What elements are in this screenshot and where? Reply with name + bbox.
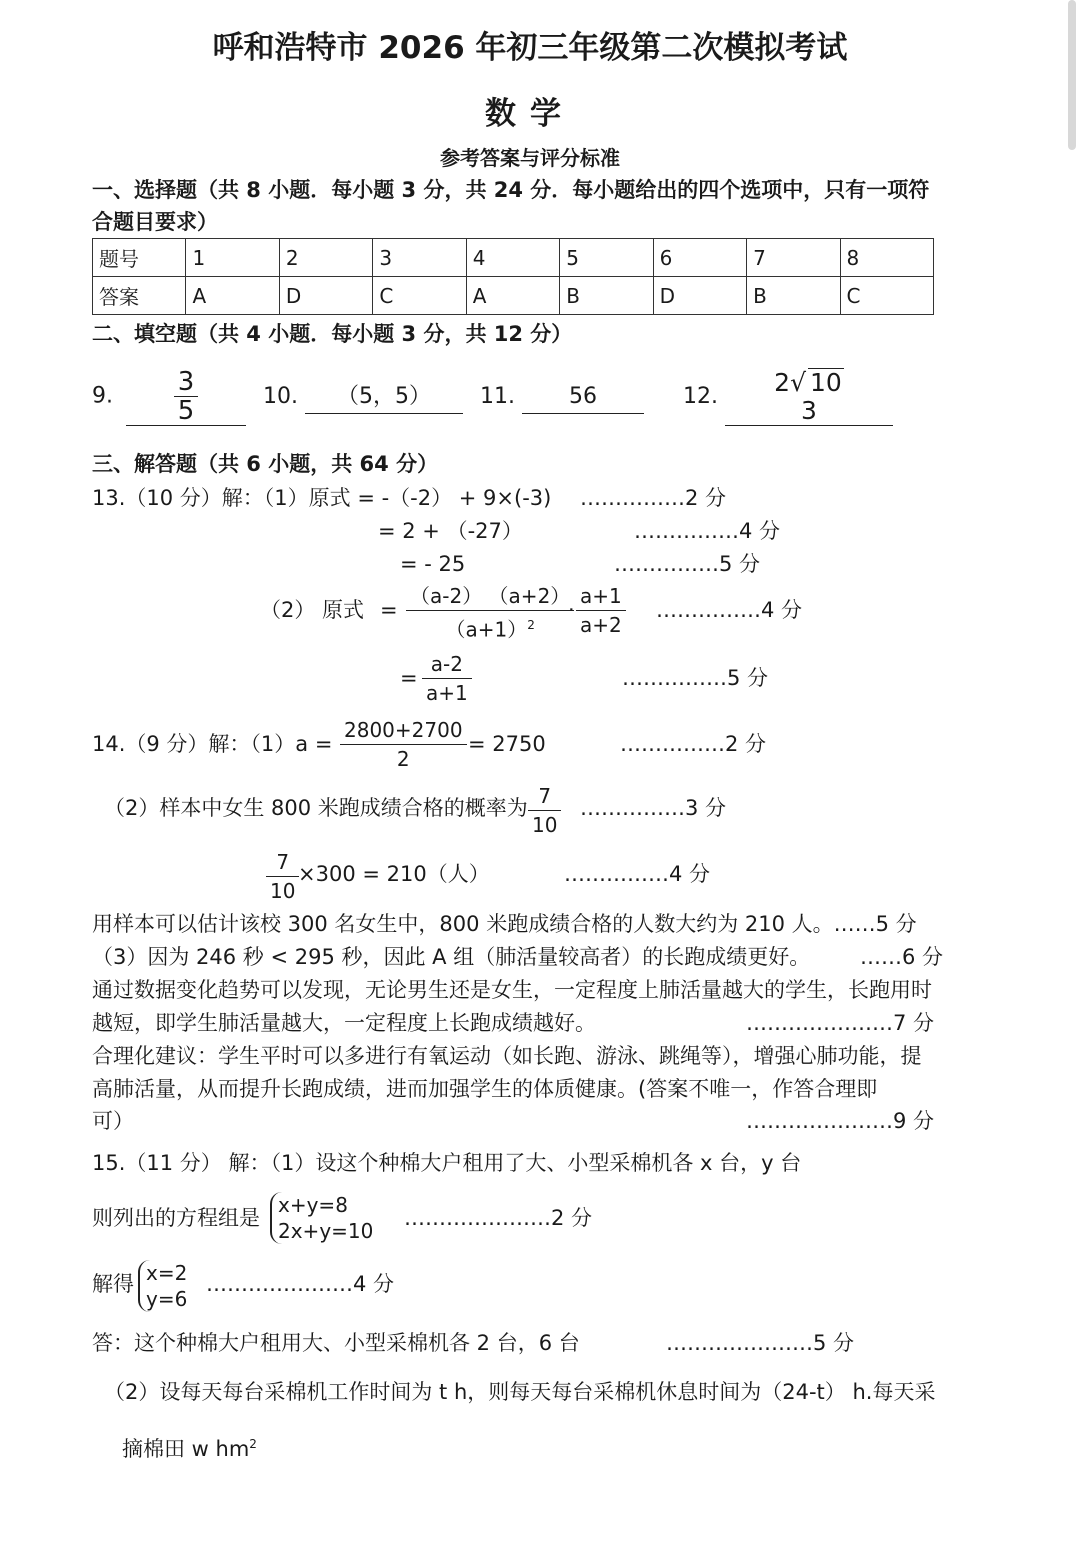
q14-fraction: [340, 716, 467, 773]
table-cell: 2: [279, 239, 372, 277]
table-cell: A: [186, 277, 279, 315]
q13-line2-score: ……………4 分: [634, 519, 781, 543]
table-row-label: 题号: [93, 239, 186, 277]
q13-line1-score: ……………2 分: [580, 486, 727, 510]
q15-line3-prefix: 解得: [92, 1272, 134, 1296]
q15-line6-text: 摘棉田 w hm: [122, 1437, 250, 1461]
table-cell: B: [747, 277, 840, 315]
q14-numerator: 2800+2700: [340, 716, 467, 745]
q15-line5: （2）设每天每台采棉机工作时间为 t h，则每天每台采棉机休息时间为（24-t） h.每天采: [104, 1380, 936, 1404]
q15-sol1: x=2: [146, 1261, 188, 1285]
q13-p2-score: ……………4 分: [656, 598, 803, 622]
q14-line3-fraction: [266, 848, 299, 905]
q14-line9: 高肺活量，从而提升长跑成绩，进而加强学生的体质健康。(答案不唯一，作答合理即: [92, 1077, 878, 1101]
table-row-answers: [93, 277, 934, 315]
q15-line3-score: …………………4 分: [206, 1272, 395, 1296]
page-title: 呼和浩特市 2026 年初三年级第二次模拟考试: [212, 30, 848, 66]
q14-denominator: 2: [396, 747, 410, 771]
q14-line1-result: = 2750: [468, 732, 546, 756]
q13-line3-score: ……………5 分: [614, 552, 761, 576]
q15-line4: 答：这个种棉大户租用大、小型采棉机各 2 台，6 台: [92, 1331, 580, 1355]
table-row-numbers: [93, 239, 934, 277]
q13-f3-numerator: a-2: [422, 650, 472, 679]
table-cell: 1: [186, 239, 279, 277]
q13-p2b-score: ……………5 分: [622, 666, 769, 690]
q14-line3-numerator: 7: [266, 848, 299, 877]
q15-sol2: y=6: [146, 1287, 188, 1311]
q13-fraction3: [422, 650, 472, 707]
q14-line4: 用样本可以估计该校 300 名女生中，800 米跑成绩合格的人数大约为 210 人。……5 分: [92, 912, 917, 936]
q14-line2: （2）样本中女生 800 米跑成绩合格的概率为: [104, 796, 528, 820]
q15-line4-score: …………………5 分: [666, 1331, 855, 1355]
table-cell: 7: [747, 239, 840, 277]
q14-line7: 越短，即学生肺活量越大，一定程度上长跑成绩越好。: [92, 1011, 596, 1035]
q12-label: 12.: [683, 383, 718, 409]
q14-line5-score: ……6 分: [860, 945, 944, 969]
q9-answer: [126, 368, 246, 426]
q11-label: 11.: [480, 383, 515, 409]
q15-line2-score: …………………2 分: [404, 1206, 593, 1230]
q12-numerator: [770, 368, 848, 397]
q15-eq2: 2x+y=10: [278, 1219, 374, 1243]
q12-fraction: [770, 368, 848, 425]
q15-solution-system: [138, 1260, 187, 1312]
fill-blank-row: [92, 368, 893, 426]
q12-answer: [725, 368, 893, 426]
table-cell: B: [560, 277, 653, 315]
q13-f1-denominator: [406, 611, 574, 644]
table-cell: C: [373, 277, 466, 315]
q9-label: 9.: [92, 383, 113, 409]
q13-p2b-eq: =: [400, 666, 418, 690]
q10-label: 10.: [263, 383, 298, 409]
table-cell: 4: [466, 239, 559, 277]
q14-line10: 可）: [92, 1109, 134, 1133]
q13-f1-den-text: （a+1）: [445, 617, 528, 642]
q13-f1-numerator: （a-2） （a+2）: [406, 582, 574, 611]
q15-line1: 15.（11 分） 解：（1）设这个种棉大户租用了大、小型采棉机各 x 台，y 台: [92, 1151, 802, 1175]
scrollbar[interactable]: [1068, 0, 1076, 150]
q14-line6: 通过数据变化趋势可以发现，无论男生还是女生，一定程度上肺活量越大的学生，长跑用时: [92, 978, 932, 1002]
table-cell: C: [840, 277, 934, 315]
q9-numerator: 3: [174, 368, 199, 397]
q13-f2-denominator: a+2: [580, 613, 622, 637]
q15-line6: [122, 1428, 257, 1465]
q14-line5: （3）因为 246 秒 < 295 秒，因此 A 组（肺活量较高者）的长跑成绩更好。: [92, 945, 811, 969]
q14-line1-score: ……………2 分: [620, 732, 767, 756]
q13-p2-label: （2） 原式: [260, 598, 365, 622]
q14-line2-numerator: 7: [528, 782, 561, 811]
q9-denominator: 5: [177, 396, 195, 426]
q14-line2-fraction: [528, 782, 561, 839]
q15-line2-prefix: 则列出的方程组是: [92, 1206, 260, 1230]
sqrt-icon: √: [790, 368, 807, 397]
q13-f3-denominator: a+1: [426, 681, 468, 705]
q14-line10-score: …………………9 分: [746, 1109, 935, 1133]
section3-heading: 三、解答题（共 6 小题，共 64 分）: [92, 452, 439, 476]
q12-denominator: 3: [801, 396, 817, 425]
q12-radicand: 10: [810, 368, 842, 397]
q13-line3: = - 25: [400, 552, 466, 576]
page-subtitle: 参考答案与评分标准: [440, 146, 620, 170]
q15-equation-system: [270, 1192, 373, 1244]
answer-table: [92, 238, 934, 315]
section2-heading: 二、填空题（共 4 小题．每小题 3 分，共 12 分）: [92, 322, 573, 346]
q14-line3-score: ……………4 分: [564, 862, 711, 886]
q10-answer: （5，5）: [305, 381, 463, 414]
table-cell: D: [279, 277, 372, 315]
table-cell: 6: [653, 239, 746, 277]
table-cell: 5: [560, 239, 653, 277]
q13-line2: = 2 + （-27）: [378, 519, 523, 543]
table-cell: 3: [373, 239, 466, 277]
q13-fraction1: [406, 582, 574, 644]
table-cell: D: [653, 277, 746, 315]
q14-line7-score: …………………7 分: [746, 1011, 935, 1035]
q13-p2-eq: =: [380, 598, 398, 622]
q13-f2-numerator: a+1: [576, 582, 626, 611]
table-cell: 8: [840, 239, 934, 277]
table-row-label: 答案: [93, 277, 186, 315]
q13-dot: ·: [568, 598, 575, 622]
q14-line3-denominator: 10: [270, 879, 296, 903]
q13-fraction2: [576, 582, 626, 639]
q14-line8: 合理化建议：学生平时可以多进行有氧运动（如长跑、游泳、跳绳等），增强心肺功能，提: [92, 1044, 922, 1068]
q14-line2-score: ……………3 分: [580, 796, 727, 820]
section1-heading-line2: 合题目要求）: [92, 210, 218, 234]
q15-line6-exponent: 2: [249, 1437, 257, 1451]
section1-heading-line1: 一、选择题（共 8 小题．每小题 3 分，共 24 分．每小题给出的四个选项中，只有一项符: [92, 178, 930, 202]
q14-line1-prefix: 14.（9 分）解：（1）a =: [92, 732, 333, 756]
subject-title: 数学: [485, 96, 575, 132]
q15-eq1: x+y=8: [278, 1193, 348, 1217]
q9-fraction: [174, 368, 199, 425]
q13-line1: 13.（10 分）解：（1）原式 = -（-2） + 9×(-3): [92, 486, 552, 510]
q14-line2-denominator: 10: [532, 813, 558, 837]
q13-f1-exponent: 2: [527, 618, 535, 632]
table-cell: A: [466, 277, 559, 315]
q14-line3: ×300 = 210（人）: [298, 862, 490, 886]
q11-answer: 56: [522, 381, 644, 414]
q12-coef: 2: [774, 368, 791, 397]
